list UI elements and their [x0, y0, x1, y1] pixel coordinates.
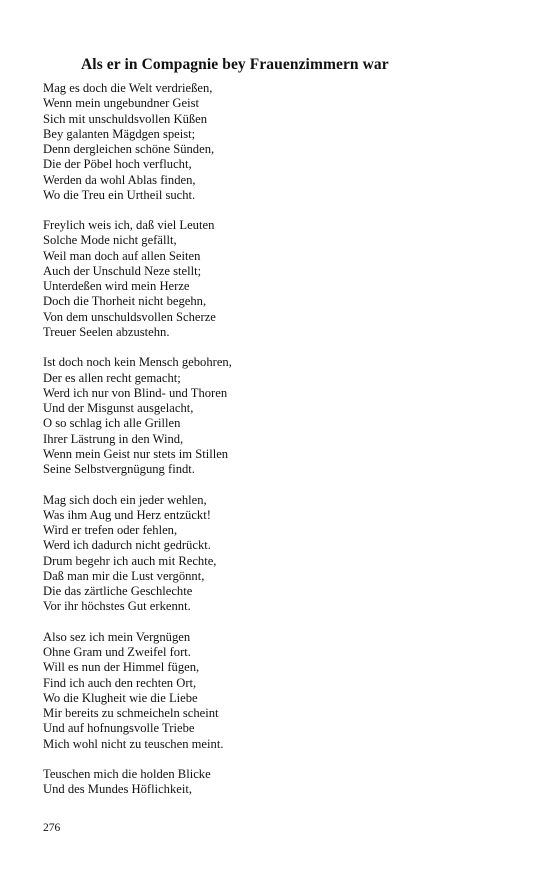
verse-line: Mag sich doch ein jeder wehlen,	[43, 492, 207, 507]
verse-line: Bey galanten Mägdgen speist;	[43, 126, 196, 141]
verse-line: Wenn mein ungebundner Geist	[43, 96, 200, 111]
verse-line: Ohne Gram und Zweifel fort.	[43, 645, 191, 659]
verse-line: Wo die Treu ein Urtheil sucht.	[43, 187, 196, 202]
verse-line: Daß man mir die Lust vergönnt,	[43, 568, 205, 583]
stanza	[43, 81, 513, 203]
verse-line: Ihrer Lästrung in den Wind,	[43, 431, 184, 446]
verse-line: Doch die Thorheit nicht begehn,	[43, 294, 207, 309]
verse-line: Unterdeßen wird mein Herze	[43, 279, 190, 294]
verse-line: Die das zärtliche Geschlechte	[43, 584, 193, 599]
verse-line: Wo die Klugheit wie die Liebe	[43, 690, 198, 705]
verse-line: Freylich weis ich, daß viel Leuten	[43, 218, 215, 233]
verse-line: Ist doch noch kein Mensch gebohren,	[43, 355, 232, 370]
stanza	[43, 218, 513, 340]
poem-body	[43, 81, 513, 813]
verse-line: Mag es doch die Welt verdrießen,	[43, 81, 213, 95]
verse-line: Mir bereits zu schmeicheln scheint	[43, 706, 219, 720]
stanza	[43, 355, 513, 477]
poem-title: Als er in Compagnie bey Frauenzimmern war	[81, 56, 389, 73]
verse-line: Der es allen recht gemacht;	[43, 370, 181, 385]
verse-line: Teuschen mich die holden Blicke	[43, 766, 211, 781]
verse-line: Was ihm Aug und Herz entzückt!	[43, 507, 211, 522]
verse-line: Mich wohl nicht zu teuschen meint.	[43, 736, 224, 751]
stanza	[43, 630, 513, 752]
verse-line: Und des Mundes Höflichkeit,	[43, 782, 193, 797]
verse-line: Denn dergleichen schöne Sünden,	[43, 142, 215, 156]
verse-line: Wird er trefen oder fehlen,	[43, 523, 178, 538]
verse-line: O so schlag ich alle Grillen	[43, 416, 181, 431]
page-number: 276	[43, 822, 61, 834]
verse-line: Auch der Unschuld Neze stellt;	[43, 263, 202, 278]
verse-line: Und der Misgunst ausgelacht,	[43, 401, 194, 416]
verse-line: Treuer Seelen abzustehn.	[43, 324, 170, 339]
verse-line: Werd ich dadurch nicht gedrückt.	[43, 538, 211, 553]
verse-line: Drum begehr ich auch mit Rechte,	[43, 553, 217, 568]
verse-line: Vor ihr höchstes Gut erkennt.	[43, 599, 191, 614]
stanza	[43, 767, 513, 798]
verse-line: Von dem unschuldsvollen Scherze	[43, 309, 216, 324]
verse-line: Solche Mode nicht gefällt,	[43, 233, 177, 248]
verse-line: Also sez ich mein Vergnügen	[43, 629, 191, 644]
verse-line: Werden da wohl Ablas finden,	[43, 172, 196, 187]
verse-line: Wenn mein Geist nur stets im Stillen	[43, 446, 229, 461]
verse-line: Und auf hofnungsvolle Triebe	[43, 721, 195, 736]
verse-line: Find ich auch den rechten Ort,	[43, 675, 197, 690]
verse-line: Weil man doch auf allen Seiten	[43, 248, 201, 263]
verse-line: Sich mit unschuldsvollen Küßen	[43, 111, 208, 126]
verse-line: Werd ich nur von Blind- und Thoren	[43, 385, 228, 400]
verse-line: Seine Selbstvergnügung findt.	[43, 462, 195, 477]
verse-line: Die der Pöbel hoch verflucht,	[43, 157, 192, 172]
stanza	[43, 493, 513, 615]
verse-line: Will es nun der Himmel fügen,	[43, 660, 200, 675]
